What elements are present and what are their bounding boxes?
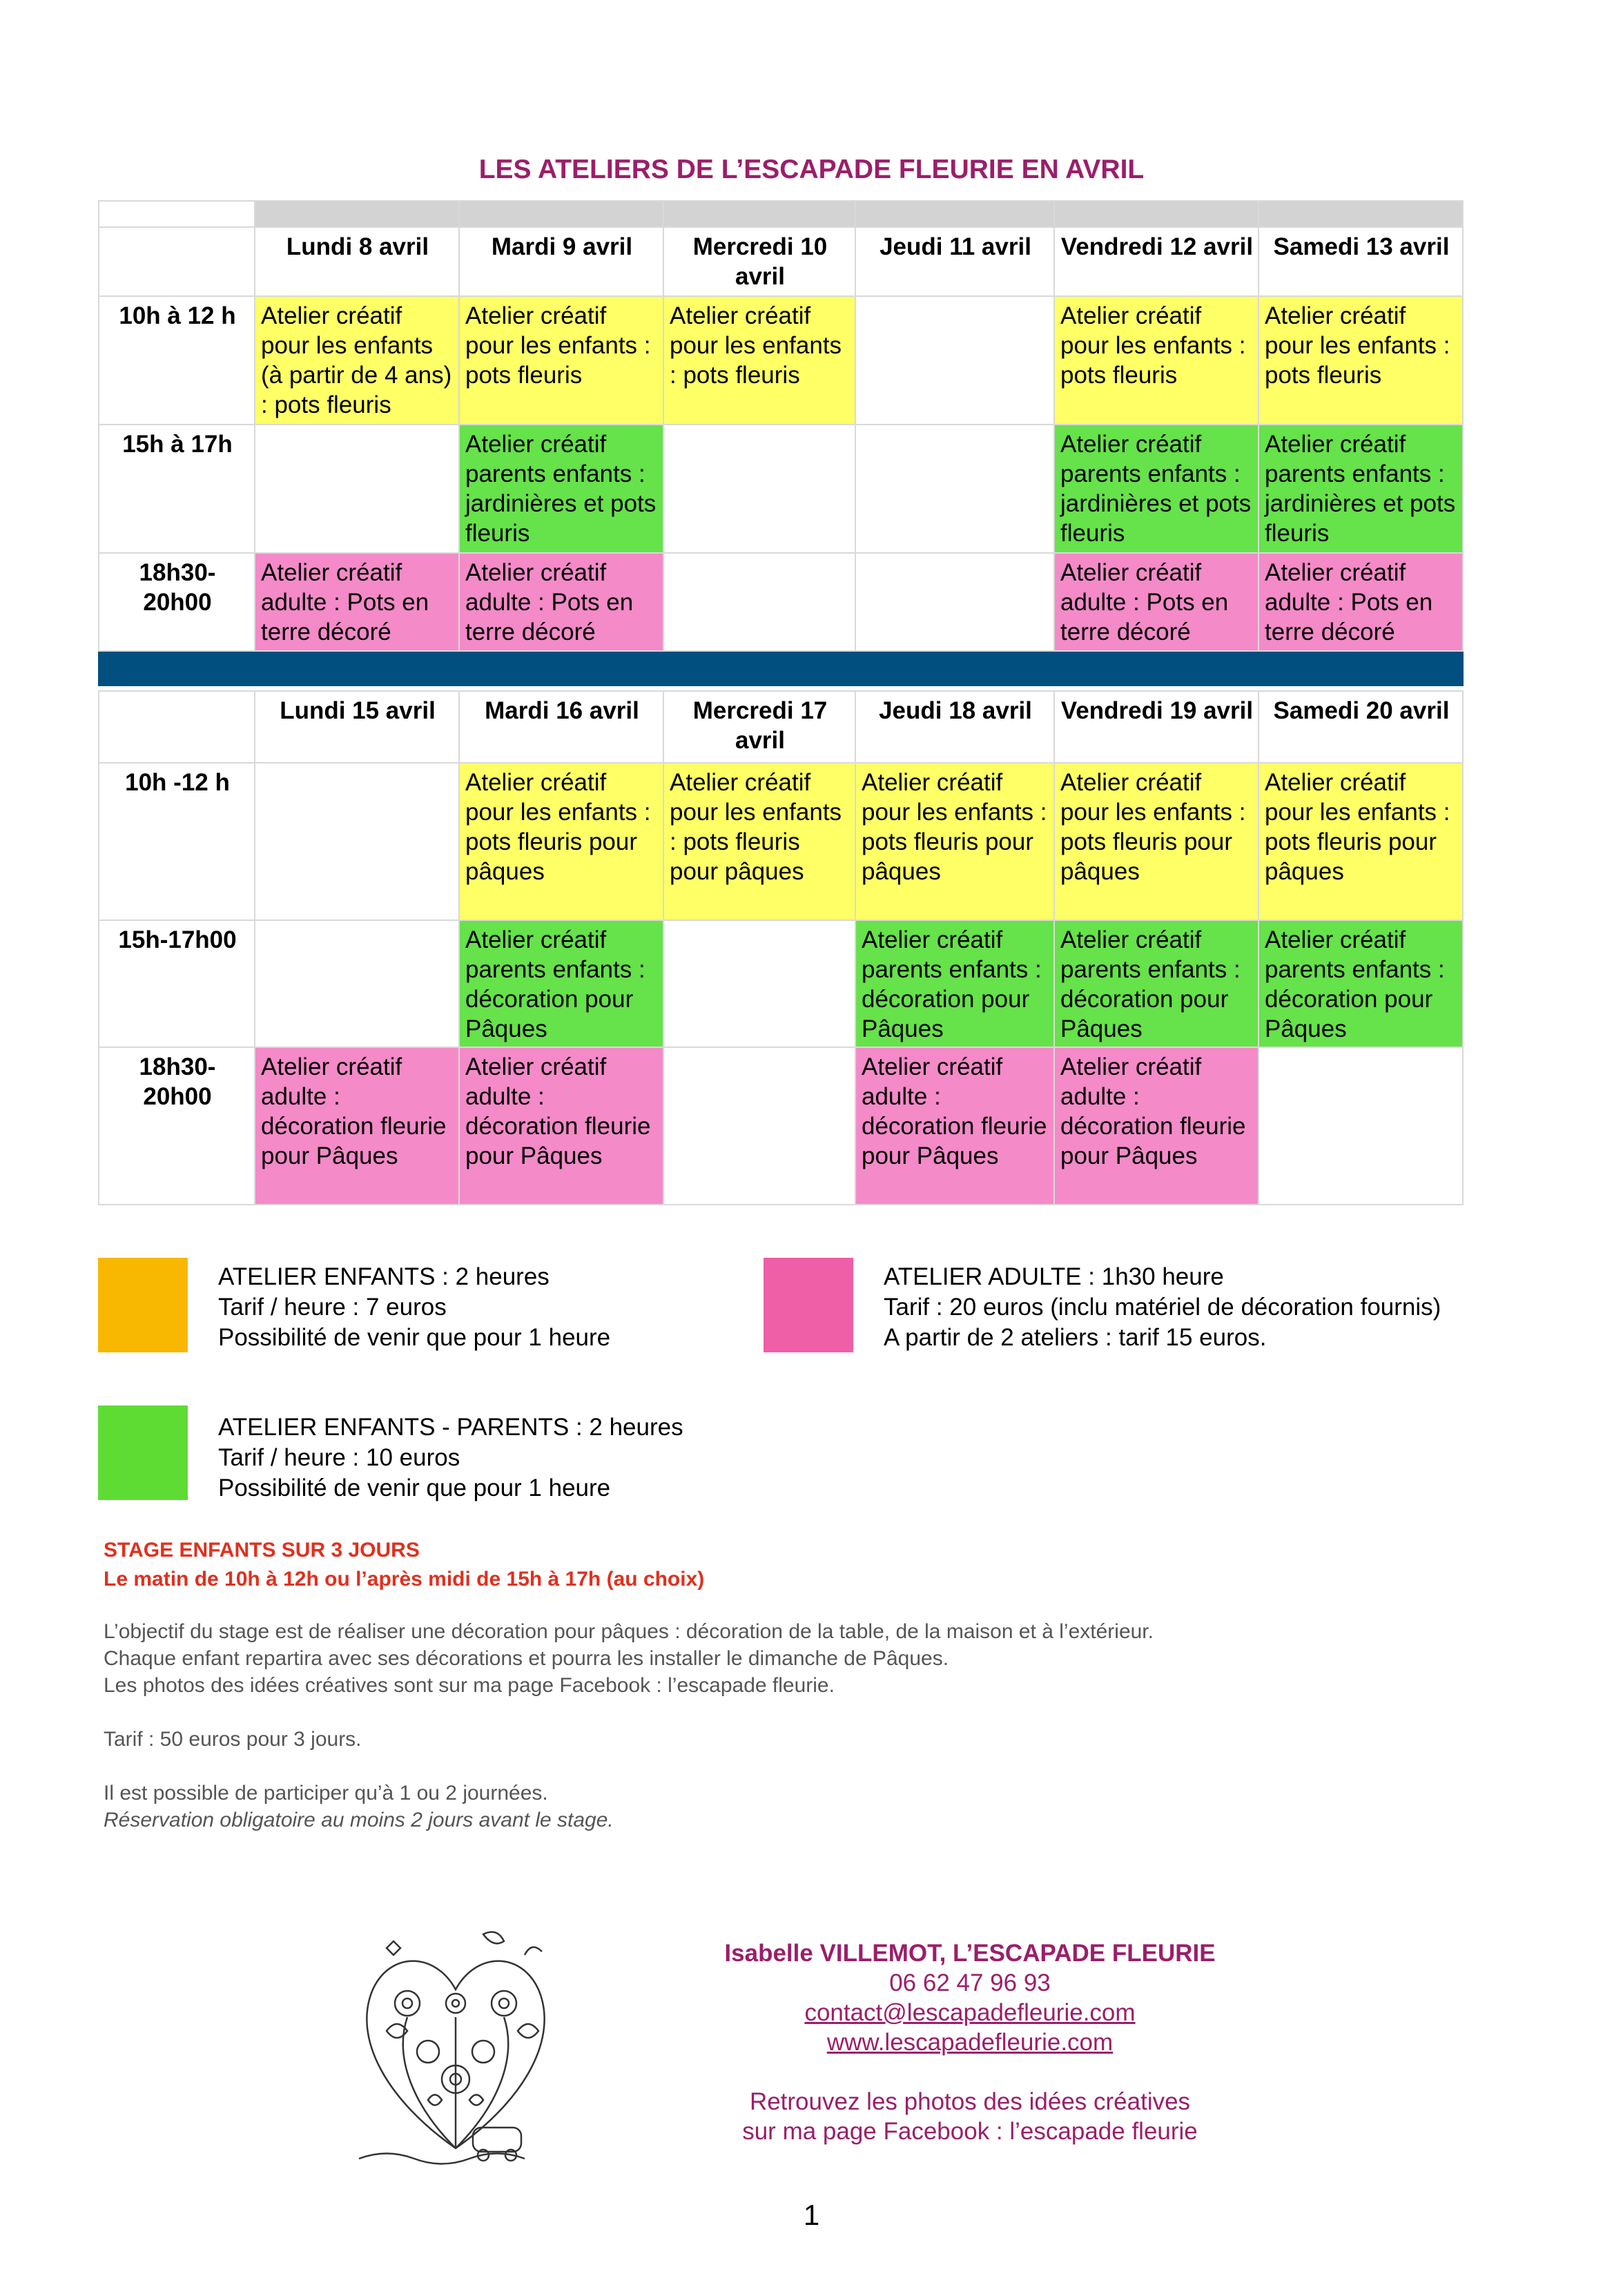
legend-line: ATELIER ENFANTS - PARENTS : 2 heures — [218, 1414, 683, 1441]
time-slot: 18h30-20h00 — [99, 553, 255, 651]
time-row — [99, 553, 1463, 651]
workshop-cell: Atelier créatif parents enfants : jardinières et pots fleuris — [1054, 425, 1258, 553]
contact-block — [690, 1938, 1250, 2146]
facebook-note: sur ma page Facebook : l’escapade fleurie — [742, 2118, 1198, 2145]
time-row — [99, 920, 1463, 1047]
day-header: Jeudi 18 avril — [855, 691, 1054, 763]
workshop-cell: Atelier créatif pour les enfants : pots fleuris — [663, 296, 855, 425]
stage-paragraph: Les photos des idées créatives sont sur ma page Facebook : l’escapade fleurie. — [104, 1674, 835, 1697]
legend-swatch-adulte — [764, 1258, 853, 1352]
day-header-row — [99, 227, 1463, 296]
empty-cell — [855, 425, 1054, 553]
day-header: Jeudi 11 avril — [855, 227, 1054, 296]
time-slot: 10h -12 h — [99, 763, 255, 920]
time-row — [99, 296, 1463, 425]
legend-parents — [218, 1412, 683, 1504]
stage-heading: STAGE ENFANTS SUR 3 JOURS — [104, 1539, 420, 1562]
day-header: Vendredi 19 avril — [1054, 691, 1258, 763]
workshop-cell: Atelier créatif parents enfants : décoration pour Pâques — [855, 920, 1054, 1047]
legend-line: Possibilité de venir que pour 1 heure — [218, 1475, 611, 1501]
week-separator — [99, 651, 1463, 685]
empty-cell — [1258, 1047, 1463, 1205]
empty-cell — [255, 920, 459, 1047]
workshop-cell: Atelier créatif pour les enfants : pots fleuris pour pâques — [1054, 763, 1258, 920]
workshop-cell: Atelier créatif adulte : Pots en terre décoré — [459, 553, 663, 651]
stage-paragraph: L’objectif du stage est de réaliser une décoration pour pâques : décoration de la table, de la maison et à l’extérieur. — [104, 1620, 1154, 1643]
workshop-cell: Atelier créatif pour les enfants (à partir de 4 ans) : pots fleuris — [255, 296, 459, 425]
workshop-cell: Atelier créatif parents enfants : jardinières et pots fleuris — [459, 425, 663, 553]
legend-enfants — [218, 1262, 610, 1353]
day-header: Mercredi 17 avril — [663, 691, 855, 763]
time-slot: 15h-17h00 — [99, 920, 255, 1047]
empty-cell — [255, 425, 459, 553]
schedule-week-2 — [98, 690, 1464, 1205]
schedule-week-1 — [98, 200, 1464, 686]
workshop-cell: Atelier créatif pour les enfants : pots fleuris — [459, 296, 663, 425]
stage-tarif: Tarif : 50 euros pour 3 jours. — [104, 1728, 362, 1751]
time-slot: 15h à 17h — [99, 425, 255, 553]
empty-cell — [663, 1047, 855, 1205]
stage-description — [104, 1618, 1201, 1833]
stage-note: Il est possible de participer qu’à 1 ou 2 journées. — [104, 1782, 548, 1804]
legend-line: ATELIER ADULTE : 1h30 heure — [884, 1263, 1224, 1290]
legend-line: ATELIER ENFANTS : 2 heures — [218, 1263, 550, 1290]
legend-line: Tarif : 20 euros (inclu matériel de décoration fournis) — [884, 1294, 1441, 1321]
time-row — [99, 1047, 1463, 1205]
stage-subheading: Le matin de 10h à 12h ou l’après midi de 15h à 17h (au choix) — [104, 1568, 705, 1590]
legend-line: A partir de 2 ateliers : tarif 15 euros. — [884, 1324, 1267, 1351]
empty-cell — [855, 553, 1054, 651]
page-number: 1 — [803, 2199, 820, 2231]
workshop-cell: Atelier créatif adulte : Pots en terre décoré — [1054, 553, 1258, 651]
header-band — [99, 201, 1463, 227]
workshop-cell: Atelier créatif adulte : Pots en terre décoré — [1258, 553, 1463, 651]
day-header: Mardi 16 avril — [459, 691, 663, 763]
workshop-cell: Atelier créatif pour les enfants : pots fleuris — [1258, 296, 1463, 425]
contact-name: Isabelle VILLEMOT, L’ESCAPADE FLEURIE — [724, 1940, 1216, 1967]
day-header: Vendredi 12 avril — [1054, 227, 1258, 296]
time-slot: 10h à 12 h — [99, 296, 255, 425]
stage-reservation: Réservation obligatoire au moins 2 jours avant le stage. — [104, 1809, 614, 1831]
workshop-cell: Atelier créatif adulte : décoration fleurie pour Pâques — [1054, 1047, 1258, 1205]
workshop-cell: Atelier créatif parents enfants : jardinières et pots fleuris — [1258, 425, 1463, 553]
day-header: Samedi 20 avril — [1258, 691, 1463, 763]
workshop-cell: Atelier créatif pour les enfants : pots fleuris pour pâques — [459, 763, 663, 920]
empty-cell — [663, 425, 855, 553]
day-header: Lundi 8 avril — [255, 227, 459, 296]
legend-swatch-enfants — [98, 1258, 188, 1352]
empty-cell — [663, 920, 855, 1047]
day-header: Lundi 15 avril — [255, 691, 459, 763]
workshop-cell: Atelier créatif parents enfants : décoration pour Pâques — [459, 920, 663, 1047]
time-row — [99, 763, 1463, 920]
facebook-note: Retrouvez les photos des idées créatives — [749, 2088, 1191, 2115]
time-row — [99, 425, 1463, 553]
workshop-cell: Atelier créatif pour les enfants : pots fleuris pour pâques — [1258, 763, 1463, 920]
workshop-cell: Atelier créatif parents enfants : décoration pour Pâques — [1258, 920, 1463, 1047]
workshop-cell: Atelier créatif pour les enfants : pots fleuris pour pâques — [663, 763, 855, 920]
workshop-cell: Atelier créatif pour les enfants : pots fleuris — [1054, 296, 1258, 425]
day-header: Mardi 9 avril — [459, 227, 663, 296]
workshop-cell: Atelier créatif adulte : décoration fleurie pour Pâques — [255, 1047, 459, 1205]
legend-line: Tarif / heure : 7 euros — [218, 1294, 447, 1321]
workshop-cell: Atelier créatif parents enfants : décoration pour Pâques — [1054, 920, 1258, 1047]
legend-adulte — [884, 1262, 1441, 1353]
page-title: LES ATELIERS DE L’ESCAPADE FLEURIE EN AVRIL — [478, 155, 1145, 184]
website-link[interactable]: www.lescapadefleurie.com — [826, 2029, 1114, 2056]
legend-line: Possibilité de venir que pour 1 heure — [218, 1324, 611, 1351]
legend-line: Tarif / heure : 10 euros — [218, 1444, 460, 1471]
contact-email-link[interactable]: contact@lescapadefleurie.com — [804, 1999, 1136, 2026]
time-slot: 18h30-20h00 — [99, 1047, 255, 1205]
day-header-row — [99, 691, 1463, 763]
workshop-cell: Atelier créatif adulte : décoration fleurie pour Pâques — [459, 1047, 663, 1205]
stage-paragraph: Chaque enfant repartira avec ses décorations et pourra les installer le dimanche de Pâques. — [104, 1647, 949, 1670]
empty-cell — [855, 296, 1054, 425]
empty-cell — [663, 553, 855, 651]
day-header: Mercredi 10 avril — [663, 227, 855, 296]
empty-cell — [255, 763, 459, 920]
workshop-cell: Atelier créatif adulte : décoration fleurie pour Pâques — [855, 1047, 1054, 1205]
flower-heart-illustration — [345, 1920, 573, 2169]
day-header: Samedi 13 avril — [1258, 227, 1463, 296]
legend-swatch-parents — [98, 1405, 188, 1500]
contact-phone: 06 62 47 96 93 — [889, 1969, 1051, 1996]
workshop-cell: Atelier créatif adulte : Pots en terre décoré — [255, 553, 459, 651]
workshop-cell: Atelier créatif pour les enfants : pots fleuris pour pâques — [855, 763, 1054, 920]
